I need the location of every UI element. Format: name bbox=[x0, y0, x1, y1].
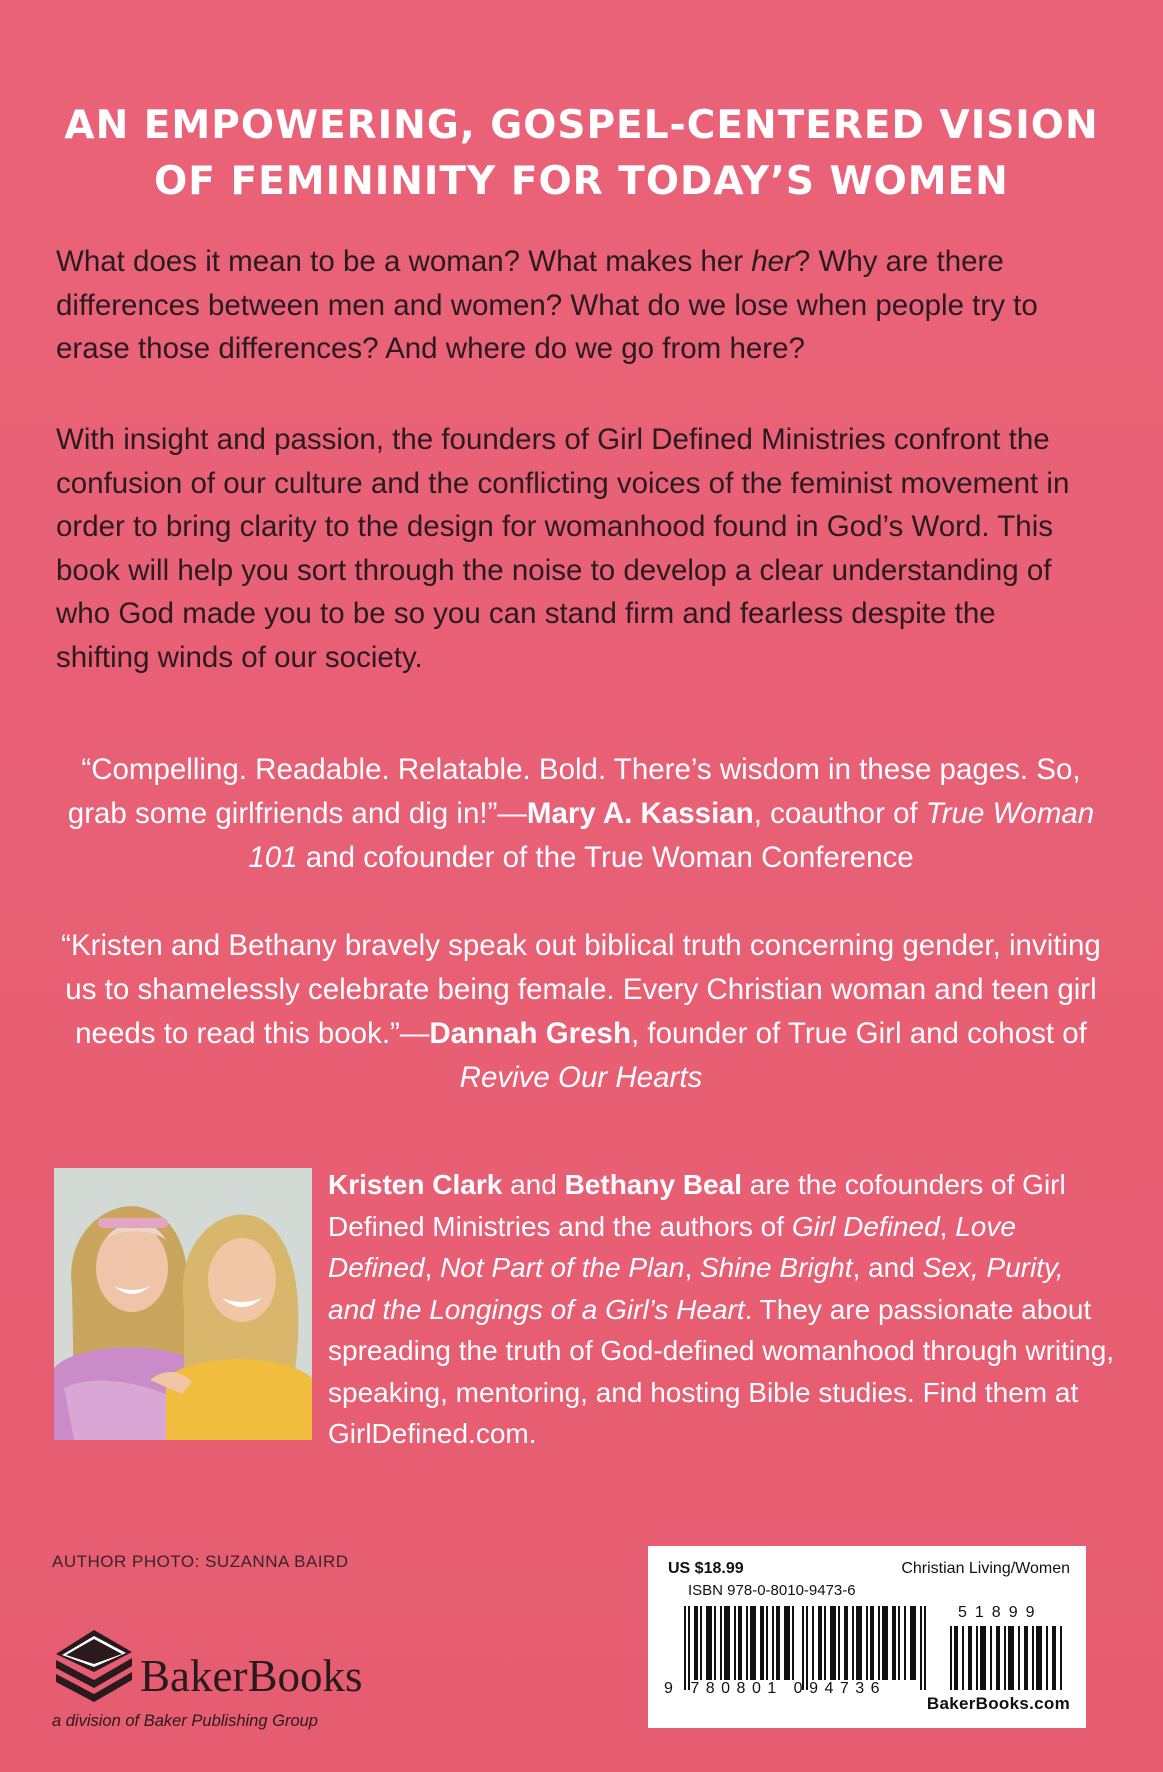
endorsement-author: Dannah Gresh bbox=[429, 1017, 631, 1050]
endorsement-role: , founder of True Girl and cohost of bbox=[630, 1017, 1087, 1050]
bio-book-2: Love Defined bbox=[328, 1210, 1016, 1283]
bio-sep-3: , bbox=[684, 1252, 700, 1283]
book-stack-icon bbox=[52, 1624, 136, 1708]
bio-sep-1: , bbox=[939, 1210, 956, 1242]
cover-headline bbox=[40, 98, 1123, 210]
endorsement-book-title: True Woman 101 bbox=[248, 797, 1095, 874]
endorsement-gresh bbox=[56, 924, 1106, 1100]
bio-text-2: . They are passionate about spreading the truth of God-defined womanhood through writing, speaking, mentoring, and hosting Bible studies. Find them at GirlDefined.com. bbox=[328, 1293, 1115, 1449]
intro-emphasis: her bbox=[751, 245, 794, 278]
bio-sep-2: , bbox=[424, 1252, 441, 1283]
barcode-panel bbox=[648, 1546, 1086, 1728]
endorsement-kassian bbox=[56, 748, 1106, 880]
bio-book-4: Shine Bright bbox=[700, 1252, 853, 1283]
endorsement-show-title: Revive Our Hearts bbox=[459, 1061, 703, 1094]
author-photo-illustration bbox=[54, 1168, 312, 1440]
bio-book-5: Sex, Purity, and the Longings of a Girl’s Heart bbox=[328, 1252, 1064, 1325]
bio-sep-4: , and bbox=[852, 1252, 923, 1283]
publisher-logo bbox=[52, 1624, 452, 1744]
bio-author-2: Bethany Beal bbox=[564, 1169, 742, 1200]
endorsement-role-end: and cofounder of the True Woman Conference bbox=[297, 841, 914, 874]
publisher-website: BakerBooks.com bbox=[926, 1694, 1070, 1713]
author-bio bbox=[328, 1164, 1118, 1455]
price-label: US $18.99 bbox=[668, 1560, 744, 1577]
endorsement-author: Mary A. Kassian bbox=[526, 797, 754, 830]
endorsement-dash: — bbox=[497, 797, 527, 830]
endorsement-quote: “Compelling. Readable. Relatable. Bold. There’s wisdom in these pages. So, grab some girlfriends and dig in!” bbox=[67, 753, 1081, 830]
bio-and: and bbox=[502, 1169, 565, 1200]
bio-book-3: Not Part of the Plan bbox=[440, 1252, 685, 1283]
intro-text-2: ? Why are there differences between men and women? What do we lose when people try to erase those differences? And where do we go from here? bbox=[56, 245, 1038, 365]
author-photo bbox=[54, 1168, 312, 1440]
bio-book-1: Girl Defined bbox=[791, 1210, 940, 1242]
price-barcode bbox=[950, 1626, 1066, 1690]
publisher-division: a division of Baker Publishing Group bbox=[52, 1712, 318, 1730]
isbn-barcode bbox=[684, 1606, 934, 1690]
intro-paragraph bbox=[56, 240, 1096, 371]
bio-text-1: are the cofounders of Girl Defined Ministries and the authors of bbox=[328, 1169, 1066, 1242]
bio-author-1: Kristen Clark bbox=[328, 1169, 503, 1200]
headline-line-2: OF FEMININITY FOR TODAY’S WOMEN bbox=[154, 159, 1009, 204]
endorsement-dash: — bbox=[399, 1017, 430, 1050]
headline-line-1: AN EMPOWERING, GOSPEL-CENTERED VISION bbox=[64, 103, 1099, 148]
publisher-name: BakerBooks bbox=[140, 1651, 363, 1701]
price-code: 51899 bbox=[958, 1604, 1043, 1621]
isbn-number: 9 780801 094736 bbox=[664, 1680, 887, 1697]
intro-text-1: What does it mean to be a woman? What makes her bbox=[56, 245, 752, 278]
category-label: Christian Living/Women bbox=[901, 1560, 1070, 1577]
endorsement-role: , coauthor of bbox=[753, 797, 926, 830]
endorsement-quote: “Kristen and Bethany bravely speak out biblical truth concerning gender, inviting us to shamelessly celebrate being female. Every Christian woman and teen girl needs to read this book.” bbox=[61, 929, 1101, 1050]
description-paragraph: With insight and passion, the founders of Girl Defined Ministries confront the confusion of our culture and the conflicting voices of the feminist movement in order to bring clarity to the design for womanhood found in God’s Word. This book will help you sort through the noise to develop a clear understanding of who God made you to be so you can stand firm and fearless despite the shifting winds of our society. bbox=[56, 423, 1070, 674]
isbn-label: ISBN 978-0-8010-9473-6 bbox=[688, 1582, 856, 1599]
photo-credit: AUTHOR PHOTO: SUZANNA BAIRD bbox=[52, 1552, 349, 1571]
